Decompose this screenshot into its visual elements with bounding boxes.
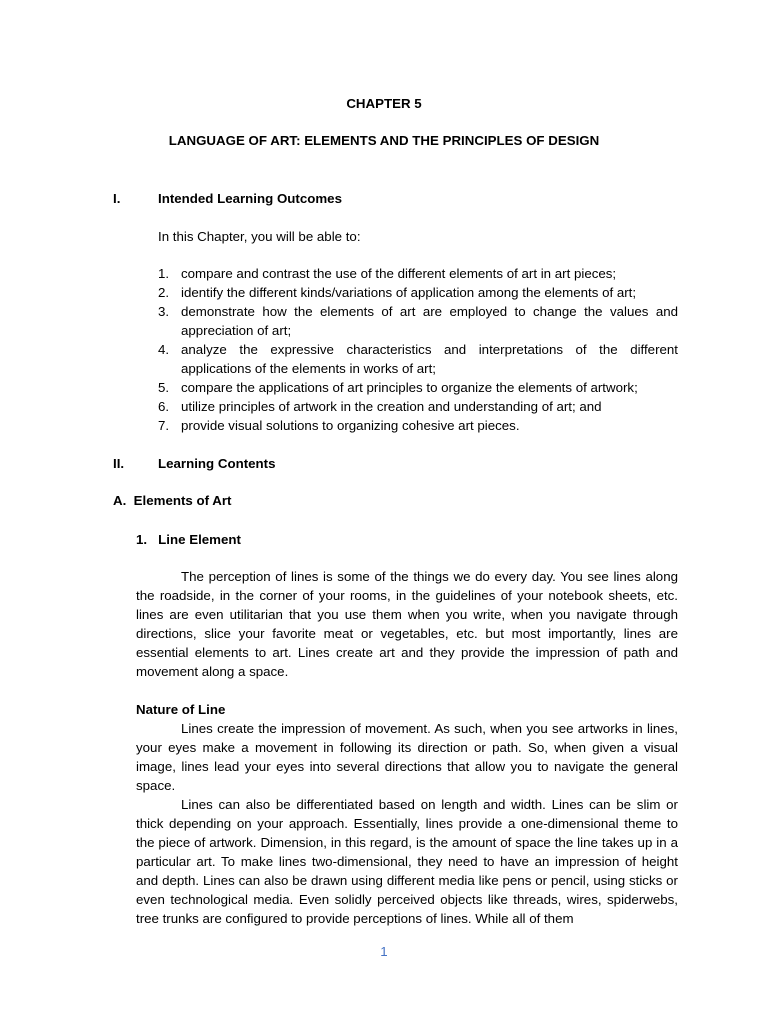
paragraph-text: The perception of lines is some of the things we do every day. You see lines along the roadside, in the corner of your rooms, in the guidelines of your notebook sheets, etc. lines are even utilitarian that you use them when you write, when you navigate through directions, slice your favorite meat or vegetables, etc. but most importantly, lines are essential elements to art. Lines create art and they provide the impression of path and movement along a space. [136, 569, 678, 679]
page-number: 1 [380, 944, 388, 959]
paragraph [136, 567, 678, 681]
chapter-title: LANGUAGE OF ART: ELEMENTS AND THE PRINCIPLES OF DESIGN [168, 133, 600, 148]
chapter-label: CHAPTER 5 [346, 96, 422, 111]
list-item [158, 283, 678, 302]
section-number: I. [113, 191, 121, 206]
list-item-number: 3. [158, 304, 170, 319]
outcomes-list [158, 264, 678, 435]
list-item-number: 6. [158, 399, 170, 414]
list-item-text: analyze the expressive characteristics and interpretations of the different applications of the elements in works of art; [181, 342, 678, 376]
subsection-heading: 1. Line Element [136, 532, 241, 547]
list-item-text: utilize principles of artwork in the creation and understanding of art; and [181, 399, 602, 414]
paragraph [136, 719, 678, 795]
list-item-text: identify the different kinds/variations of application among the elements of art; [181, 285, 637, 300]
paragraph [136, 795, 678, 928]
list-item-number: 2. [158, 285, 170, 300]
list-item [158, 397, 678, 416]
list-item [158, 302, 678, 340]
list-item [158, 340, 678, 378]
paragraph-text: Lines can also be differentiated based on length and width. Lines can be slim or thick depending on your approach. Essentially, lines provide a one-dimensional theme to the piece of artwork. Dimension, in this regard, is the amount of space the line takes up in a particular art. To make lines two-dimensional, they need to have an impression of height and depth. Lines can also be drawn using different media like pens or pencil, using sticks or even technological media. Even solidly perceived objects like threads, wires, spiderwebs, tree trunks are configured to provide perceptions of lines. While all of them [136, 797, 678, 926]
list-item-text: compare the applications of art principles to organize the elements of artwork; [181, 380, 638, 395]
list-item-text: demonstrate how the elements of art are employed to change the values and appreciation of art; [181, 304, 678, 338]
paragraph-text: Lines create the impression of movement. As such, when you see artworks in lines, your eyes make a movement in following its direction or path. So, when given a visual image, lines lead your eyes into several directions that allow you to navigate the general space. [136, 721, 678, 793]
outcomes-intro: In this Chapter, you will be able to: [158, 229, 361, 244]
list-item-number: 5. [158, 380, 170, 395]
list-item [158, 416, 678, 435]
section-title: Learning Contents [158, 456, 276, 471]
subsection-heading: A. Elements of Art [113, 493, 232, 508]
list-item-text: provide visual solutions to organizing cohesive art pieces. [181, 418, 520, 433]
section-title: Intended Learning Outcomes [158, 191, 342, 206]
list-item-number: 7. [158, 418, 170, 433]
list-item-number: 1. [158, 266, 170, 281]
nature-heading: Nature of Line [136, 702, 226, 717]
list-item-number: 4. [158, 342, 170, 357]
list-item [158, 378, 678, 397]
list-item [158, 264, 678, 283]
list-item-text: compare and contrast the use of the different elements of art in art pieces; [181, 266, 617, 281]
section-number: II. [113, 456, 125, 471]
